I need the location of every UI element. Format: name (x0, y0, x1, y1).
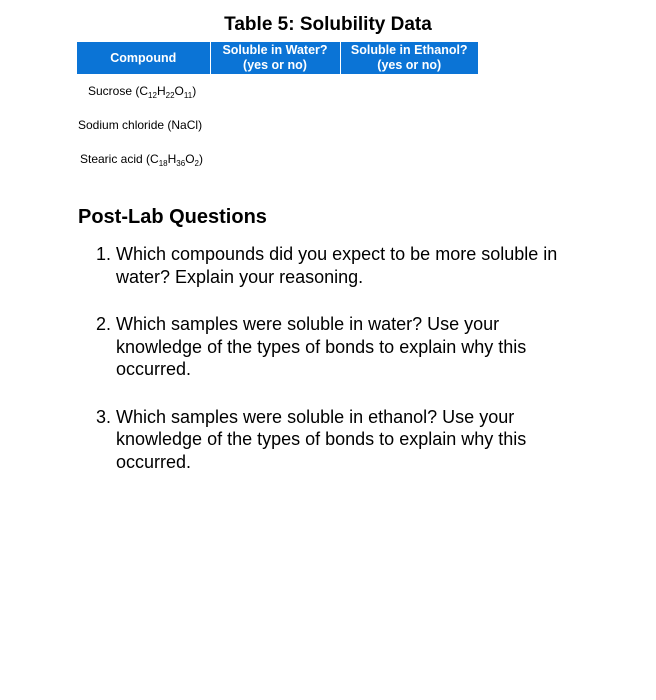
compound-cell-stearic-acid: Stearic acid $(C_{18}H_{36}O_2)$ (80, 152, 203, 168)
formula-subscript: 11 (183, 91, 193, 100)
solubility-table (77, 42, 478, 176)
table-row (77, 74, 478, 108)
header-compound (77, 42, 210, 74)
question-item: 3. Which samples were soluble in ethanol? Use your knowledge of the types of bonds to explain why this occurred. (96, 406, 527, 472)
ethanol-cell[interactable] (340, 108, 478, 142)
header-ethanol (340, 42, 478, 74)
compound-cell-sodium-chloride: Sodium chloride (NaCl) (78, 118, 203, 132)
table-title: Table 5: Solubility Data (224, 14, 432, 35)
formula-subscript: 36 (176, 159, 186, 168)
header-ethanol-line2: (yes or no) (377, 58, 442, 72)
formula-element: H (167, 152, 177, 166)
compound-name: Sodium chloride (78, 118, 165, 132)
header-ethanol-line1: Soluble in Ethanol? (350, 43, 468, 57)
question-item: 1. Which compounds did you expect to be more soluble in water? Explain your reasoning. (96, 244, 558, 287)
formula-subscript: 22 (165, 91, 175, 100)
formula-element: H (156, 84, 166, 98)
water-cell[interactable] (210, 74, 340, 108)
formula-element: O (185, 152, 195, 166)
question-item: 2. Which samples were soluble in water? Use your knowledge of the types of bonds to explain why this occurred. (96, 314, 527, 379)
formula-subscript: 2 (194, 159, 199, 168)
ethanol-cell[interactable] (340, 74, 478, 108)
header-water-line1: Soluble in Water? (222, 43, 328, 57)
water-cell[interactable] (210, 142, 340, 176)
water-cell[interactable] (210, 108, 340, 142)
table-row (77, 108, 478, 142)
table-row (77, 142, 478, 176)
ethanol-cell[interactable] (340, 142, 478, 176)
postlab-heading: Post-Lab Questions (78, 206, 267, 228)
formula-subscript: 18 (158, 159, 168, 168)
header-water-line2: (yes or no) (243, 58, 307, 72)
compound-name: Sucrose (88, 84, 133, 98)
formula-element: C (139, 84, 149, 98)
formula-element: C (150, 152, 159, 166)
compound-name: Stearic acid (80, 152, 143, 166)
header-compound-label: Compound (110, 50, 177, 65)
postlab-question-list (96, 243, 586, 498)
compound-cell-sucrose: Sucrose $(C_{12}H_{22}O_{11})$ (88, 84, 197, 100)
formula: NaCl (171, 118, 199, 132)
header-water (210, 42, 340, 74)
formula-element: O (174, 84, 184, 98)
formula-subscript: 12 (148, 91, 157, 100)
table-header-row (77, 42, 478, 74)
